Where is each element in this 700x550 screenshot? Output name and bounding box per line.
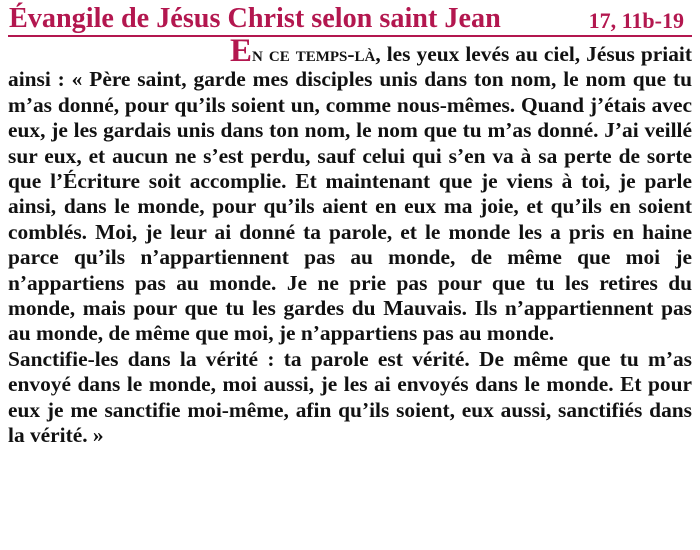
reading-title: Évangile de Jésus Christ selon saint Jean <box>9 3 501 34</box>
bible-reference: 17, 11b-19 <box>588 8 684 33</box>
reading-header <box>8 5 692 37</box>
paragraph-2: Sanctifie-les dans la vérité : ta parole est vérité. De même que tu m’as envoyé dans le monde, moi aussi, je les ai envoyés dans le monde. Et pour eux je me sanctifie moi-même, afin qu’ils soient, eux aussi, sanctifiés dans la vérité. » <box>8 346 692 448</box>
drop-cap: E <box>230 33 253 69</box>
paragraph-1-text: les yeux levés au ciel, Jésus priait ainsi : « Père saint, garde mes disciples unis dans ton nom, le nom que tu m’as donné, pour qu’ils soient un, comme nous-mêmes. Quand j’étais avec eux, je les gardais unis dans ton nom, le nom que tu m’as donné. J’ai veillé sur eux, et aucun ne s’est perdu, sauf celui qui s’en va à sa perte de sorte que l’Écriture soit accomplie. Et maintenant que je viens à toi, je parle ainsi, dans le monde, pour qu’ils aient en eux ma joie, et qu’ils en soient comblés. Moi, je leur ai donné ta parole, et le monde les a pris en haine parce qu’ils n’appartiennent pas au monde, de même que moi je n’appartiens pas au monde. Je ne prie pas pour que tu les retires du monde, mais pour que tu les gardes du Mauvais. Ils n’appartiennent pas au monde, de même que moi, je n’appartiens pas au monde. <box>8 42 692 346</box>
opening-phrase: n ce temps-là, <box>252 42 381 66</box>
reading-text <box>8 33 692 449</box>
paragraph-1 <box>8 33 692 347</box>
